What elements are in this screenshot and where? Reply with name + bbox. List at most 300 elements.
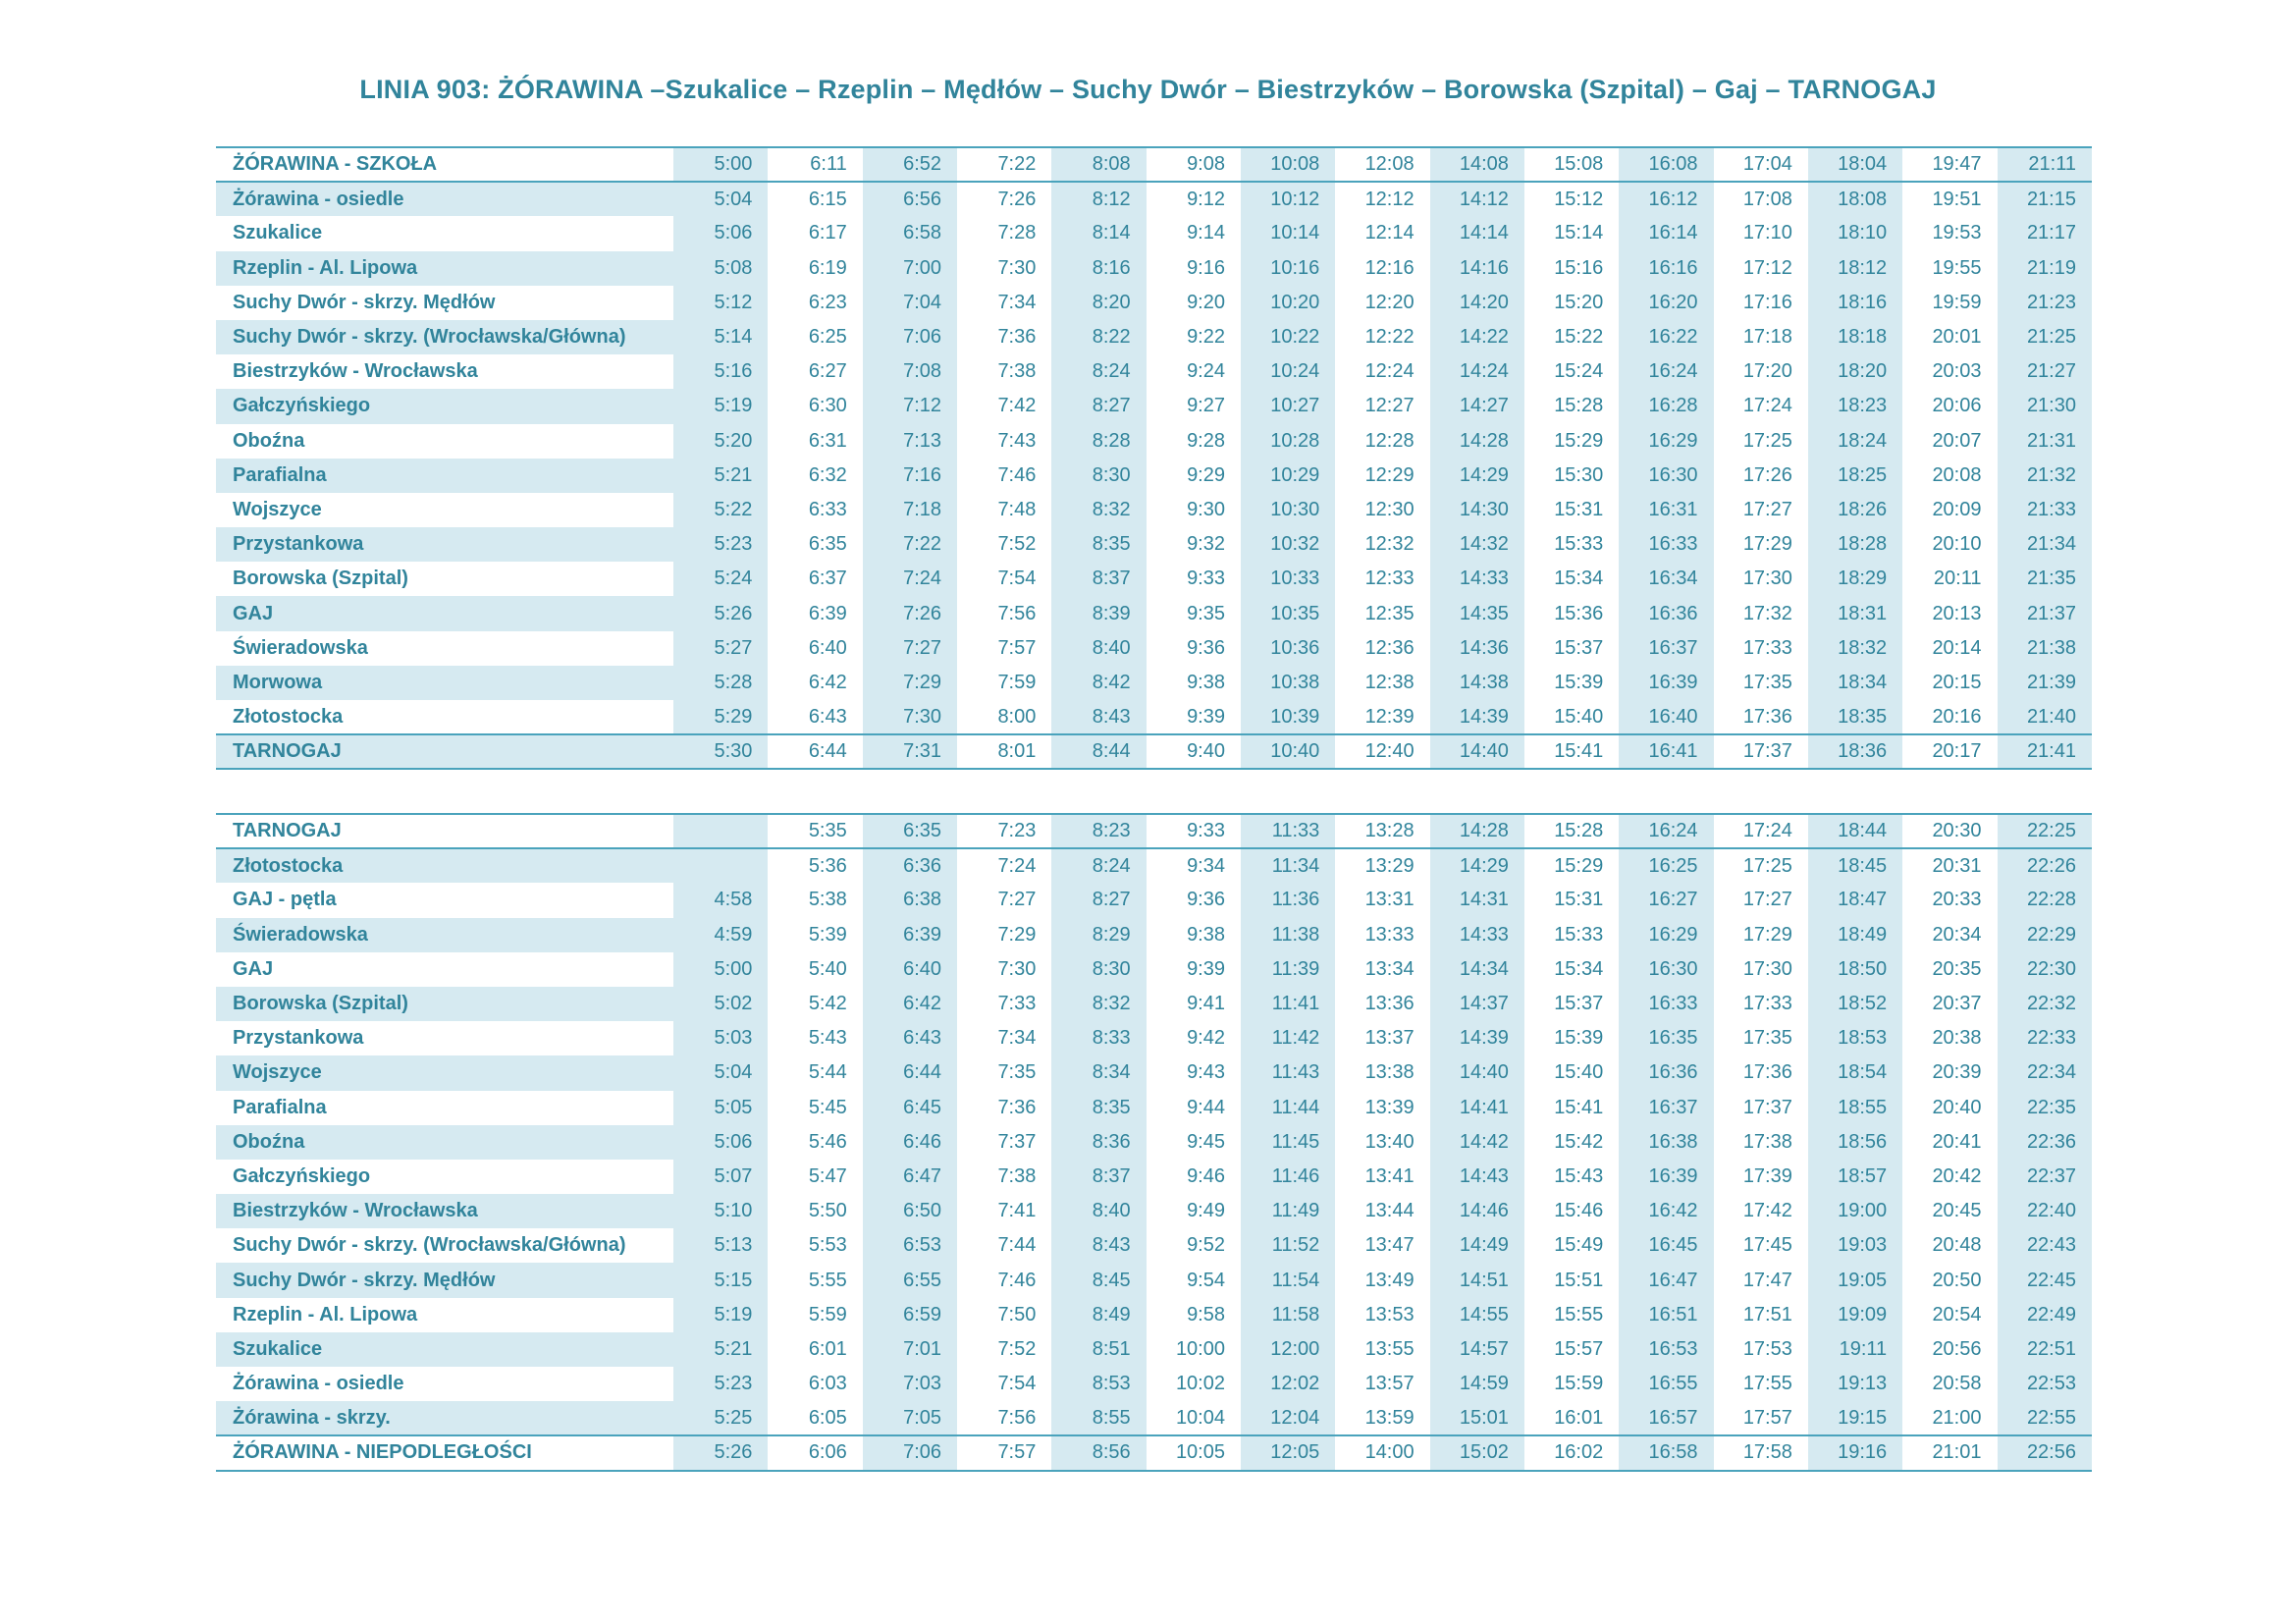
departure-time: 22:37	[1998, 1160, 2093, 1194]
departure-time: 10:02	[1147, 1367, 1241, 1401]
departure-time: 7:56	[957, 596, 1051, 630]
departure-time: 18:53	[1808, 1021, 1902, 1055]
departure-time: 7:57	[957, 1435, 1051, 1470]
stop-name: Parafialna	[216, 459, 673, 493]
departure-time: 18:50	[1808, 952, 1902, 987]
departure-time: 18:45	[1808, 848, 1902, 883]
departure-time: 10:38	[1241, 666, 1335, 700]
table-row	[216, 1194, 2092, 1228]
departure-time: 5:36	[768, 848, 862, 883]
departure-time: 7:29	[863, 666, 957, 700]
departure-time: 7:08	[863, 354, 957, 389]
stop-name: Szukalice	[216, 1332, 673, 1367]
stop-name: Żórawina - osiedle	[216, 182, 673, 216]
table-row	[216, 147, 2092, 182]
departure-time: 6:39	[768, 596, 862, 630]
departure-time: 13:38	[1335, 1055, 1429, 1090]
departure-time: 20:56	[1902, 1332, 1997, 1367]
departure-time: 7:28	[957, 216, 1051, 250]
table-row	[216, 182, 2092, 216]
departure-time: 6:44	[863, 1055, 957, 1090]
departure-time: 10:33	[1241, 562, 1335, 596]
departure-time: 20:54	[1902, 1298, 1997, 1332]
departure-time: 8:53	[1051, 1367, 1146, 1401]
departure-time: 20:17	[1902, 734, 1997, 769]
departure-time: 7:52	[957, 527, 1051, 562]
departure-time: 21:40	[1998, 700, 2093, 734]
departure-time: 5:43	[768, 1021, 862, 1055]
departure-time: 19:16	[1808, 1435, 1902, 1470]
departure-time: 8:43	[1051, 700, 1146, 734]
departure-time: 22:32	[1998, 987, 2093, 1021]
departure-time: 8:28	[1051, 424, 1146, 459]
departure-time: 15:28	[1524, 814, 1619, 848]
departure-time: 20:03	[1902, 354, 1997, 389]
table-row	[216, 493, 2092, 527]
departure-time: 8:55	[1051, 1401, 1146, 1435]
departure-time: 7:26	[957, 182, 1051, 216]
departure-time: 18:12	[1808, 251, 1902, 286]
departure-time: 18:57	[1808, 1160, 1902, 1194]
departure-time: 7:22	[957, 147, 1051, 182]
departure-time: 18:32	[1808, 631, 1902, 666]
departure-time: 15:33	[1524, 527, 1619, 562]
departure-time: 12:39	[1335, 700, 1429, 734]
departure-time: 16:28	[1619, 389, 1713, 423]
departure-time: 9:39	[1147, 952, 1241, 987]
departure-time: 7:48	[957, 493, 1051, 527]
timetable-outbound	[216, 146, 2092, 770]
departure-time: 16:55	[1619, 1367, 1713, 1401]
departure-time: 6:11	[768, 147, 862, 182]
departure-time: 20:15	[1902, 666, 1997, 700]
departure-time: 8:37	[1051, 562, 1146, 596]
departure-time: 10:04	[1147, 1401, 1241, 1435]
stop-name: Złotostocka	[216, 700, 673, 734]
table-row	[216, 320, 2092, 354]
table-row	[216, 1021, 2092, 1055]
departure-time: 15:40	[1524, 1055, 1619, 1090]
departure-time: 13:34	[1335, 952, 1429, 987]
departure-time: 17:29	[1714, 918, 1808, 952]
departure-time: 15:31	[1524, 493, 1619, 527]
departure-time	[673, 814, 768, 848]
departure-time: 7:03	[863, 1367, 957, 1401]
departure-time: 8:36	[1051, 1125, 1146, 1160]
departure-time: 6:42	[863, 987, 957, 1021]
departure-time: 16:53	[1619, 1332, 1713, 1367]
departure-time: 11:45	[1241, 1125, 1335, 1160]
departure-time: 6:45	[863, 1091, 957, 1125]
table-row	[216, 459, 2092, 493]
departure-time: 6:47	[863, 1160, 957, 1194]
departure-time: 17:04	[1714, 147, 1808, 182]
departure-time: 15:16	[1524, 251, 1619, 286]
departure-time: 5:23	[673, 527, 768, 562]
departure-time: 11:52	[1241, 1228, 1335, 1263]
departure-time: 5:28	[673, 666, 768, 700]
departure-time: 20:14	[1902, 631, 1997, 666]
departure-time: 13:28	[1335, 814, 1429, 848]
departure-time: 6:55	[863, 1263, 957, 1297]
departure-time: 9:39	[1147, 700, 1241, 734]
departure-time: 5:27	[673, 631, 768, 666]
departure-time: 22:56	[1998, 1435, 2093, 1470]
departure-time: 12:12	[1335, 182, 1429, 216]
stop-name: Żórawina - osiedle	[216, 1367, 673, 1401]
departure-time: 5:02	[673, 987, 768, 1021]
departure-time: 14:28	[1430, 814, 1524, 848]
departure-time: 21:34	[1998, 527, 2093, 562]
departure-time: 15:37	[1524, 987, 1619, 1021]
stop-name: Borowska (Szpital)	[216, 562, 673, 596]
departure-time: 16:57	[1619, 1401, 1713, 1435]
departure-time: 16:47	[1619, 1263, 1713, 1297]
departure-time: 12:22	[1335, 320, 1429, 354]
departure-time: 14:38	[1430, 666, 1524, 700]
departure-time: 16:16	[1619, 251, 1713, 286]
departure-time: 9:54	[1147, 1263, 1241, 1297]
departure-time: 6:06	[768, 1435, 862, 1470]
departure-time: 13:44	[1335, 1194, 1429, 1228]
departure-time: 10:35	[1241, 596, 1335, 630]
departure-time: 8:40	[1051, 631, 1146, 666]
departure-time: 19:11	[1808, 1332, 1902, 1367]
departure-time: 10:00	[1147, 1332, 1241, 1367]
departure-time: 9:36	[1147, 883, 1241, 917]
departure-time: 14:42	[1430, 1125, 1524, 1160]
departure-time: 17:18	[1714, 320, 1808, 354]
departure-time: 18:25	[1808, 459, 1902, 493]
table-row	[216, 631, 2092, 666]
stop-name: Szukalice	[216, 216, 673, 250]
departure-time: 11:36	[1241, 883, 1335, 917]
stop-name: Gałczyńskiego	[216, 389, 673, 423]
departure-time: 13:37	[1335, 1021, 1429, 1055]
departure-time: 10:16	[1241, 251, 1335, 286]
departure-time: 8:43	[1051, 1228, 1146, 1263]
departure-time: 7:54	[957, 562, 1051, 596]
departure-time: 20:38	[1902, 1021, 1997, 1055]
departure-time: 5:42	[768, 987, 862, 1021]
departure-time: 11:42	[1241, 1021, 1335, 1055]
departure-time: 8:23	[1051, 814, 1146, 848]
table-row	[216, 1228, 2092, 1263]
departure-time: 11:49	[1241, 1194, 1335, 1228]
departure-time: 9:38	[1147, 666, 1241, 700]
departure-time: 21:11	[1998, 147, 2093, 182]
departure-time: 8:32	[1051, 493, 1146, 527]
departure-time: 20:10	[1902, 527, 1997, 562]
table-row	[216, 562, 2092, 596]
departure-time: 19:00	[1808, 1194, 1902, 1228]
table-row	[216, 424, 2092, 459]
stop-name: Biestrzyków - Wrocławska	[216, 1194, 673, 1228]
table-row	[216, 666, 2092, 700]
departure-time: 17:37	[1714, 1091, 1808, 1125]
departure-time: 9:16	[1147, 251, 1241, 286]
departure-time: 15:34	[1524, 562, 1619, 596]
table-row	[216, 251, 2092, 286]
departure-time: 18:47	[1808, 883, 1902, 917]
departure-time: 17:27	[1714, 493, 1808, 527]
departure-time: 5:38	[768, 883, 862, 917]
departure-time: 16:37	[1619, 1091, 1713, 1125]
departure-time: 6:56	[863, 182, 957, 216]
departure-time: 7:56	[957, 1401, 1051, 1435]
departure-time: 12:24	[1335, 354, 1429, 389]
departure-time: 16:39	[1619, 1160, 1713, 1194]
departure-time: 18:16	[1808, 286, 1902, 320]
departure-time: 9:33	[1147, 814, 1241, 848]
departure-time: 17:39	[1714, 1160, 1808, 1194]
stop-name: Oboźna	[216, 424, 673, 459]
departure-time: 14:31	[1430, 883, 1524, 917]
departure-time: 22:49	[1998, 1298, 2093, 1332]
departure-time: 17:25	[1714, 424, 1808, 459]
table-row	[216, 987, 2092, 1021]
departure-time: 6:43	[863, 1021, 957, 1055]
departure-time: 18:18	[1808, 320, 1902, 354]
departure-time: 18:20	[1808, 354, 1902, 389]
departure-time: 20:30	[1902, 814, 1997, 848]
departure-time: 15:29	[1524, 424, 1619, 459]
departure-time: 20:01	[1902, 320, 1997, 354]
table-row	[216, 527, 2092, 562]
departure-time	[673, 848, 768, 883]
departure-time: 20:08	[1902, 459, 1997, 493]
departure-time: 5:08	[673, 251, 768, 286]
departure-time: 13:59	[1335, 1401, 1429, 1435]
stop-name: Suchy Dwór - skrzy. (Wrocławska/Główna)	[216, 1228, 673, 1263]
departure-time: 7:30	[957, 251, 1051, 286]
departure-time: 22:30	[1998, 952, 2093, 987]
stop-name: TARNOGAJ	[216, 814, 673, 848]
departure-time: 11:54	[1241, 1263, 1335, 1297]
departure-time: 5:15	[673, 1263, 768, 1297]
table-row	[216, 1435, 2092, 1470]
departure-time: 9:43	[1147, 1055, 1241, 1090]
timetable-return	[216, 813, 2092, 1472]
departure-time: 5:19	[673, 389, 768, 423]
departure-time: 12:02	[1241, 1367, 1335, 1401]
departure-time: 20:37	[1902, 987, 1997, 1021]
departure-time: 6:30	[768, 389, 862, 423]
stop-name: Świeradowska	[216, 918, 673, 952]
departure-time: 20:33	[1902, 883, 1997, 917]
departure-time: 7:34	[957, 286, 1051, 320]
departure-time: 18:24	[1808, 424, 1902, 459]
departure-time: 15:55	[1524, 1298, 1619, 1332]
departure-time: 17:36	[1714, 1055, 1808, 1090]
departure-time: 14:29	[1430, 848, 1524, 883]
departure-time: 10:36	[1241, 631, 1335, 666]
stop-name: ŻÓRAWINA - SZKOŁA	[216, 147, 673, 182]
table-row	[216, 734, 2092, 769]
departure-time: 17:51	[1714, 1298, 1808, 1332]
table-row	[216, 1332, 2092, 1367]
departure-time: 6:43	[768, 700, 862, 734]
departure-time: 9:44	[1147, 1091, 1241, 1125]
departure-time: 5:03	[673, 1021, 768, 1055]
departure-time: 21:30	[1998, 389, 2093, 423]
departure-time: 5:00	[673, 952, 768, 987]
departure-time: 15:20	[1524, 286, 1619, 320]
stop-name: Świeradowska	[216, 631, 673, 666]
departure-time: 16:24	[1619, 354, 1713, 389]
departure-time: 9:35	[1147, 596, 1241, 630]
departure-time: 6:27	[768, 354, 862, 389]
departure-time: 18:31	[1808, 596, 1902, 630]
departure-time: 16:30	[1619, 459, 1713, 493]
departure-time: 17:45	[1714, 1228, 1808, 1263]
departure-time: 6:31	[768, 424, 862, 459]
departure-time: 21:27	[1998, 354, 2093, 389]
departure-time: 14:28	[1430, 424, 1524, 459]
departure-time: 13:55	[1335, 1332, 1429, 1367]
departure-time: 16:20	[1619, 286, 1713, 320]
page-title: LINIA 903: ŻÓRAWINA –Szukalice – Rzeplin – Mędłów – Suchy Dwór – Biestrzyków – Borowska (Szpital) – Gaj – TARNOGAJ	[359, 75, 1937, 104]
departure-time: 18:36	[1808, 734, 1902, 769]
departure-time: 5:53	[768, 1228, 862, 1263]
departure-time: 11:39	[1241, 952, 1335, 987]
departure-time: 6:39	[863, 918, 957, 952]
departure-time: 20:11	[1902, 562, 1997, 596]
departure-time: 14:55	[1430, 1298, 1524, 1332]
departure-time: 14:30	[1430, 493, 1524, 527]
departure-time: 7:30	[863, 700, 957, 734]
departure-time: 8:30	[1051, 459, 1146, 493]
departure-time: 21:35	[1998, 562, 2093, 596]
departure-time: 12:27	[1335, 389, 1429, 423]
departure-time: 9:38	[1147, 918, 1241, 952]
departure-time: 14:35	[1430, 596, 1524, 630]
departure-time: 16:25	[1619, 848, 1713, 883]
stop-name: Parafialna	[216, 1091, 673, 1125]
departure-time: 5:46	[768, 1125, 862, 1160]
stop-name: GAJ - pętla	[216, 883, 673, 917]
departure-time: 12:28	[1335, 424, 1429, 459]
departure-time: 6:46	[863, 1125, 957, 1160]
departure-time: 5:20	[673, 424, 768, 459]
departure-time: 15:40	[1524, 700, 1619, 734]
departure-time: 9:08	[1147, 147, 1241, 182]
departure-time: 14:16	[1430, 251, 1524, 286]
departure-time: 5:44	[768, 1055, 862, 1090]
departure-time: 20:35	[1902, 952, 1997, 987]
departure-time: 5:13	[673, 1228, 768, 1263]
departure-time: 15:08	[1524, 147, 1619, 182]
departure-time: 16:27	[1619, 883, 1713, 917]
departure-time: 9:40	[1147, 734, 1241, 769]
departure-time: 17:29	[1714, 527, 1808, 562]
departure-time: 20:41	[1902, 1125, 1997, 1160]
departure-time: 17:16	[1714, 286, 1808, 320]
departure-time: 5:50	[768, 1194, 862, 1228]
stop-name: Złotostocka	[216, 848, 673, 883]
departure-time: 14:37	[1430, 987, 1524, 1021]
departure-time: 8:27	[1051, 883, 1146, 917]
departure-time: 18:56	[1808, 1125, 1902, 1160]
departure-time: 20:45	[1902, 1194, 1997, 1228]
departure-time: 17:38	[1714, 1125, 1808, 1160]
stop-name: GAJ	[216, 596, 673, 630]
departure-time: 10:08	[1241, 147, 1335, 182]
stop-name: Morwowa	[216, 666, 673, 700]
departure-time: 20:09	[1902, 493, 1997, 527]
table-row	[216, 1160, 2092, 1194]
departure-time: 5:12	[673, 286, 768, 320]
departure-time: 15:14	[1524, 216, 1619, 250]
departure-time: 19:53	[1902, 216, 1997, 250]
stop-name: Żórawina - skrzy.	[216, 1401, 673, 1435]
departure-time: 6:15	[768, 182, 862, 216]
departure-time: 21:00	[1902, 1401, 1997, 1435]
departure-time: 17:33	[1714, 631, 1808, 666]
departure-time: 9:58	[1147, 1298, 1241, 1332]
departure-time: 10:30	[1241, 493, 1335, 527]
stop-name: Suchy Dwór - skrzy. Mędłów	[216, 1263, 673, 1297]
departure-time: 19:47	[1902, 147, 1997, 182]
departure-time: 15:34	[1524, 952, 1619, 987]
departure-time: 7:54	[957, 1367, 1051, 1401]
stop-name: Suchy Dwór - skrzy. Mędłów	[216, 286, 673, 320]
departure-time: 15:02	[1430, 1435, 1524, 1470]
departure-time: 7:41	[957, 1194, 1051, 1228]
departure-time: 15:39	[1524, 1021, 1619, 1055]
departure-time: 20:07	[1902, 424, 1997, 459]
departure-time: 16:29	[1619, 918, 1713, 952]
departure-time: 22:51	[1998, 1332, 2093, 1367]
departure-time: 17:42	[1714, 1194, 1808, 1228]
departure-time: 14:40	[1430, 1055, 1524, 1090]
departure-time: 12:30	[1335, 493, 1429, 527]
departure-time: 19:55	[1902, 251, 1997, 286]
departure-time: 15:36	[1524, 596, 1619, 630]
departure-time: 7:29	[957, 918, 1051, 952]
table-row	[216, 700, 2092, 734]
departure-time: 14:00	[1335, 1435, 1429, 1470]
departure-time: 15:39	[1524, 666, 1619, 700]
departure-time: 10:14	[1241, 216, 1335, 250]
departure-time: 20:58	[1902, 1367, 1997, 1401]
departure-time: 5:04	[673, 1055, 768, 1090]
departure-time: 13:53	[1335, 1298, 1429, 1332]
departure-time: 15:42	[1524, 1125, 1619, 1160]
departure-time: 6:03	[768, 1367, 862, 1401]
departure-time: 7:59	[957, 666, 1051, 700]
departure-time: 18:28	[1808, 527, 1902, 562]
stop-name: Gałczyńskiego	[216, 1160, 673, 1194]
departure-time: 14:36	[1430, 631, 1524, 666]
departure-time: 6:32	[768, 459, 862, 493]
departure-time: 17:30	[1714, 952, 1808, 987]
departure-time: 15:22	[1524, 320, 1619, 354]
departure-time: 11:58	[1241, 1298, 1335, 1332]
departure-time: 7:12	[863, 389, 957, 423]
departure-time: 21:17	[1998, 216, 2093, 250]
departure-time: 12:16	[1335, 251, 1429, 286]
departure-time: 21:38	[1998, 631, 2093, 666]
stop-name: Suchy Dwór - skrzy. (Wrocławska/Główna)	[216, 320, 673, 354]
departure-time: 21:25	[1998, 320, 2093, 354]
departure-time: 14:27	[1430, 389, 1524, 423]
departure-time: 8:12	[1051, 182, 1146, 216]
departure-time: 7:46	[957, 1263, 1051, 1297]
departure-time: 5:06	[673, 1125, 768, 1160]
departure-time: 14:20	[1430, 286, 1524, 320]
departure-time: 14:32	[1430, 527, 1524, 562]
